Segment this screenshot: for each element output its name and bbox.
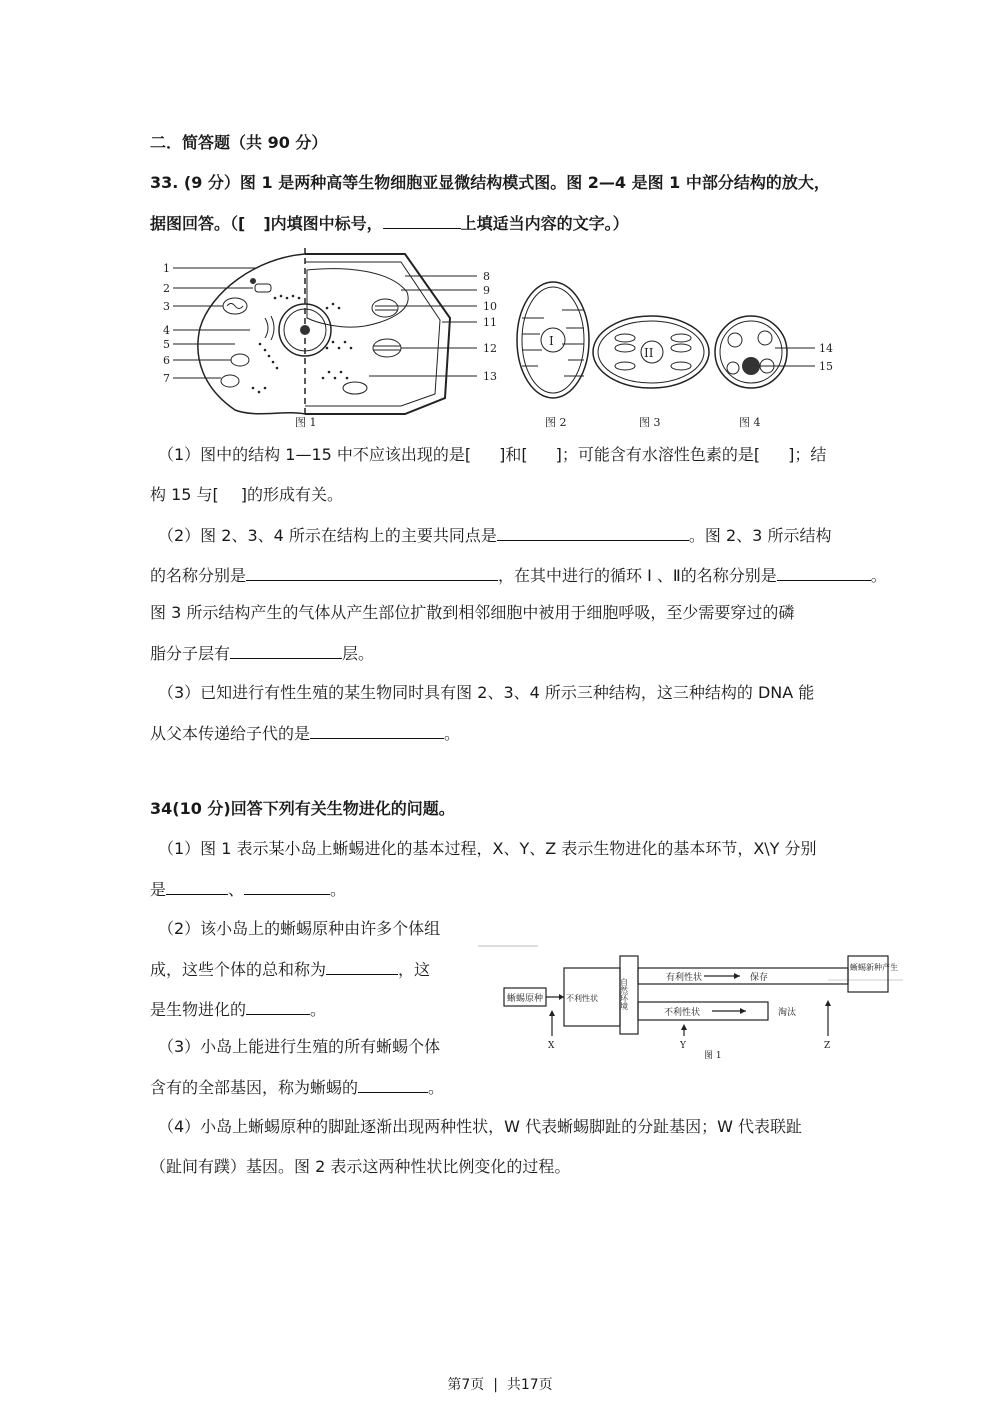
text: （2）图 2、3、4 所示在结构上的主要共同点是: [158, 526, 497, 545]
answer-blank[interactable]: [166, 878, 228, 895]
text: 成，这些个体的总和称为: [150, 960, 327, 979]
text: 、: [228, 880, 245, 899]
q33-stem-part: 上填适当内容的文字。）: [460, 214, 629, 233]
q34-part2-line3: [150, 998, 326, 1021]
text: 是生物进化的: [150, 1000, 247, 1019]
q33-part2-line2: [150, 564, 887, 587]
text: ]；可能含有水溶性色素的是[: [555, 445, 761, 464]
answer-blank[interactable]: [244, 878, 330, 895]
label-10: 10: [483, 300, 497, 313]
text: 是: [150, 880, 167, 899]
animal-cell-membrane: [198, 254, 305, 414]
environment-label: 自然环境: [619, 978, 629, 1010]
label-2: 2: [163, 282, 170, 295]
q33-stem-part: 据图回答。（[: [150, 214, 246, 233]
x-label: X: [548, 1041, 555, 1051]
footer-text: 页: [538, 1377, 553, 1393]
label-4: 4: [163, 324, 170, 337]
text: 的名称分别是: [150, 566, 247, 585]
text: ，这: [398, 960, 431, 979]
caption-fig4: 图 4: [739, 416, 761, 429]
label-15: 15: [819, 360, 833, 373]
q33-stem-line2: [150, 212, 629, 235]
total-pages: 17: [520, 1377, 539, 1393]
text: 。: [444, 724, 461, 743]
answer-blank[interactable]: [246, 564, 498, 581]
q33-part2-line3: 图 3 所示结构产生的气体从产生部位扩散到相邻细胞中被用于细胞呼吸，至少需要穿过的磷: [150, 603, 795, 622]
answer-blank[interactable]: [777, 564, 871, 581]
label-7: 7: [163, 372, 170, 385]
text: （1）图中的结构 1—15 中不应该出现的是[: [158, 445, 472, 464]
cycle-II-label: II: [644, 346, 654, 360]
q34-title: 34(10 分)回答下列有关生物进化的问题。: [150, 799, 455, 818]
caption-fig2: 图 2: [545, 416, 567, 429]
q33-part1-line1: [158, 444, 826, 466]
q34-part1-line1: （1）图 1 表示某小岛上蜥蜴进化的基本过程，X、Y、Z 表示生物进化的基本环节，X\Y 分别: [158, 839, 817, 858]
z-label: Z: [824, 1041, 831, 1051]
label-1: 1: [163, 262, 170, 275]
evolution-process-diagram: [478, 940, 908, 1070]
text: ，在其中进行的循环 Ⅰ 、Ⅱ的名称分别是: [498, 566, 777, 585]
text: 构 15 与[: [150, 485, 219, 504]
text: ]；结: [788, 445, 827, 464]
answer-blank[interactable]: [383, 212, 461, 229]
cycle-I-label: I: [549, 334, 554, 348]
answer-blank[interactable]: [326, 958, 398, 975]
text: 。: [428, 1078, 445, 1097]
answer-blank[interactable]: [310, 722, 444, 739]
new-species-label: 蜥蜴新种产生: [850, 963, 898, 972]
q33-part1-line2: [150, 484, 343, 506]
cell-structure-figure: [155, 248, 875, 432]
q34-part3-line1: （3）小岛上能进行生殖的所有蜥蜴个体: [158, 1037, 441, 1056]
label-13: 13: [483, 370, 497, 383]
caption-fig3: 图 3: [639, 416, 661, 429]
y-label: Y: [680, 1041, 686, 1051]
q34-part2-line2: [150, 958, 430, 981]
q33-stem-part: ]内填图中标号，: [263, 214, 383, 233]
chloroplast: [372, 299, 398, 317]
q34-part2-line1: （2）该小岛上的蜥蜴原种由许多个体组: [158, 919, 441, 938]
centriole: [255, 284, 271, 292]
label-5: 5: [163, 338, 170, 351]
page-footer: [0, 1374, 1000, 1394]
new-species-box: [848, 956, 888, 992]
answer-blank[interactable]: [246, 998, 310, 1015]
label-9: 9: [483, 284, 490, 297]
origin-label: 蜥蜴原种: [507, 994, 544, 1004]
label-3: 3: [163, 300, 170, 313]
text: 层。: [342, 644, 375, 663]
text: 。: [870, 566, 887, 585]
label-14: 14: [819, 342, 833, 355]
unfavorable-traits-label: 不利性状: [566, 994, 598, 1003]
label-6: 6: [163, 354, 170, 367]
text: 含有的全部基因，称为蜥蜴的: [150, 1078, 359, 1097]
q33-part3-line2: [150, 722, 460, 745]
footer-text: 第: [447, 1377, 462, 1393]
text: 。: [310, 1000, 327, 1019]
text: 脂分子层有: [150, 644, 231, 663]
footer-text: 页: [470, 1377, 485, 1393]
label-12: 12: [483, 342, 497, 355]
answer-blank[interactable]: [358, 1076, 428, 1093]
q33-part2-line1: [158, 524, 831, 547]
q34-part4-line1: （4）小岛上蜥蜴原种的脚趾逐渐出现两种性状，W 代表蜥蜴脚趾的分趾基因；W 代表联趾: [158, 1117, 802, 1136]
page-number: 7: [461, 1377, 471, 1393]
label-11: 11: [483, 316, 497, 329]
answer-blank[interactable]: [497, 524, 689, 541]
text: 从父本传递给子代的是: [150, 724, 311, 743]
caption-fig1: 图 1: [295, 416, 317, 429]
q33-part3-line1: （3）已知进行有性生殖的某生物同时具有图 2、3、4 所示三种结构，这三种结构的 DNA 能: [158, 683, 815, 702]
unfavorable-label: 不利性状: [664, 1008, 701, 1018]
label-8: 8: [483, 270, 490, 283]
text: 。: [330, 880, 347, 899]
footer-separator: |: [493, 1377, 498, 1393]
q33-stem-line1: 33. (9 分）图 1 是两种高等生物细胞亚显微结构模式图。图 2—4 是图 1 中部分结构的放大，: [150, 173, 830, 192]
plant-cell-wall: [305, 254, 450, 414]
q34-part1-line2: [150, 878, 346, 901]
q34-part4-line2: （趾间有蹼）基因。图 2 表示这两种性状比例变化的过程。: [150, 1157, 571, 1176]
section-title: 二．简答题（共 90 分）: [150, 133, 328, 152]
nucleolus: [300, 325, 310, 335]
favorable-label: 有利性状: [666, 973, 703, 983]
text: 。图 2、3 所示结构: [688, 526, 832, 545]
q34-part3-line2: [150, 1076, 444, 1099]
diagram-caption: 图 1: [704, 1051, 722, 1061]
answer-blank[interactable]: [230, 642, 342, 659]
eliminate-label: 淘汰: [778, 1008, 797, 1018]
text: ]的形成有关。: [240, 485, 344, 504]
text: ]和[: [499, 445, 528, 464]
q33-part2-line4: [150, 642, 374, 665]
nucleus-enlarged: [715, 316, 787, 388]
nucleolus-enlarged: [742, 357, 760, 375]
preserve-label: 保存: [750, 973, 769, 983]
footer-text: 共: [506, 1377, 521, 1393]
